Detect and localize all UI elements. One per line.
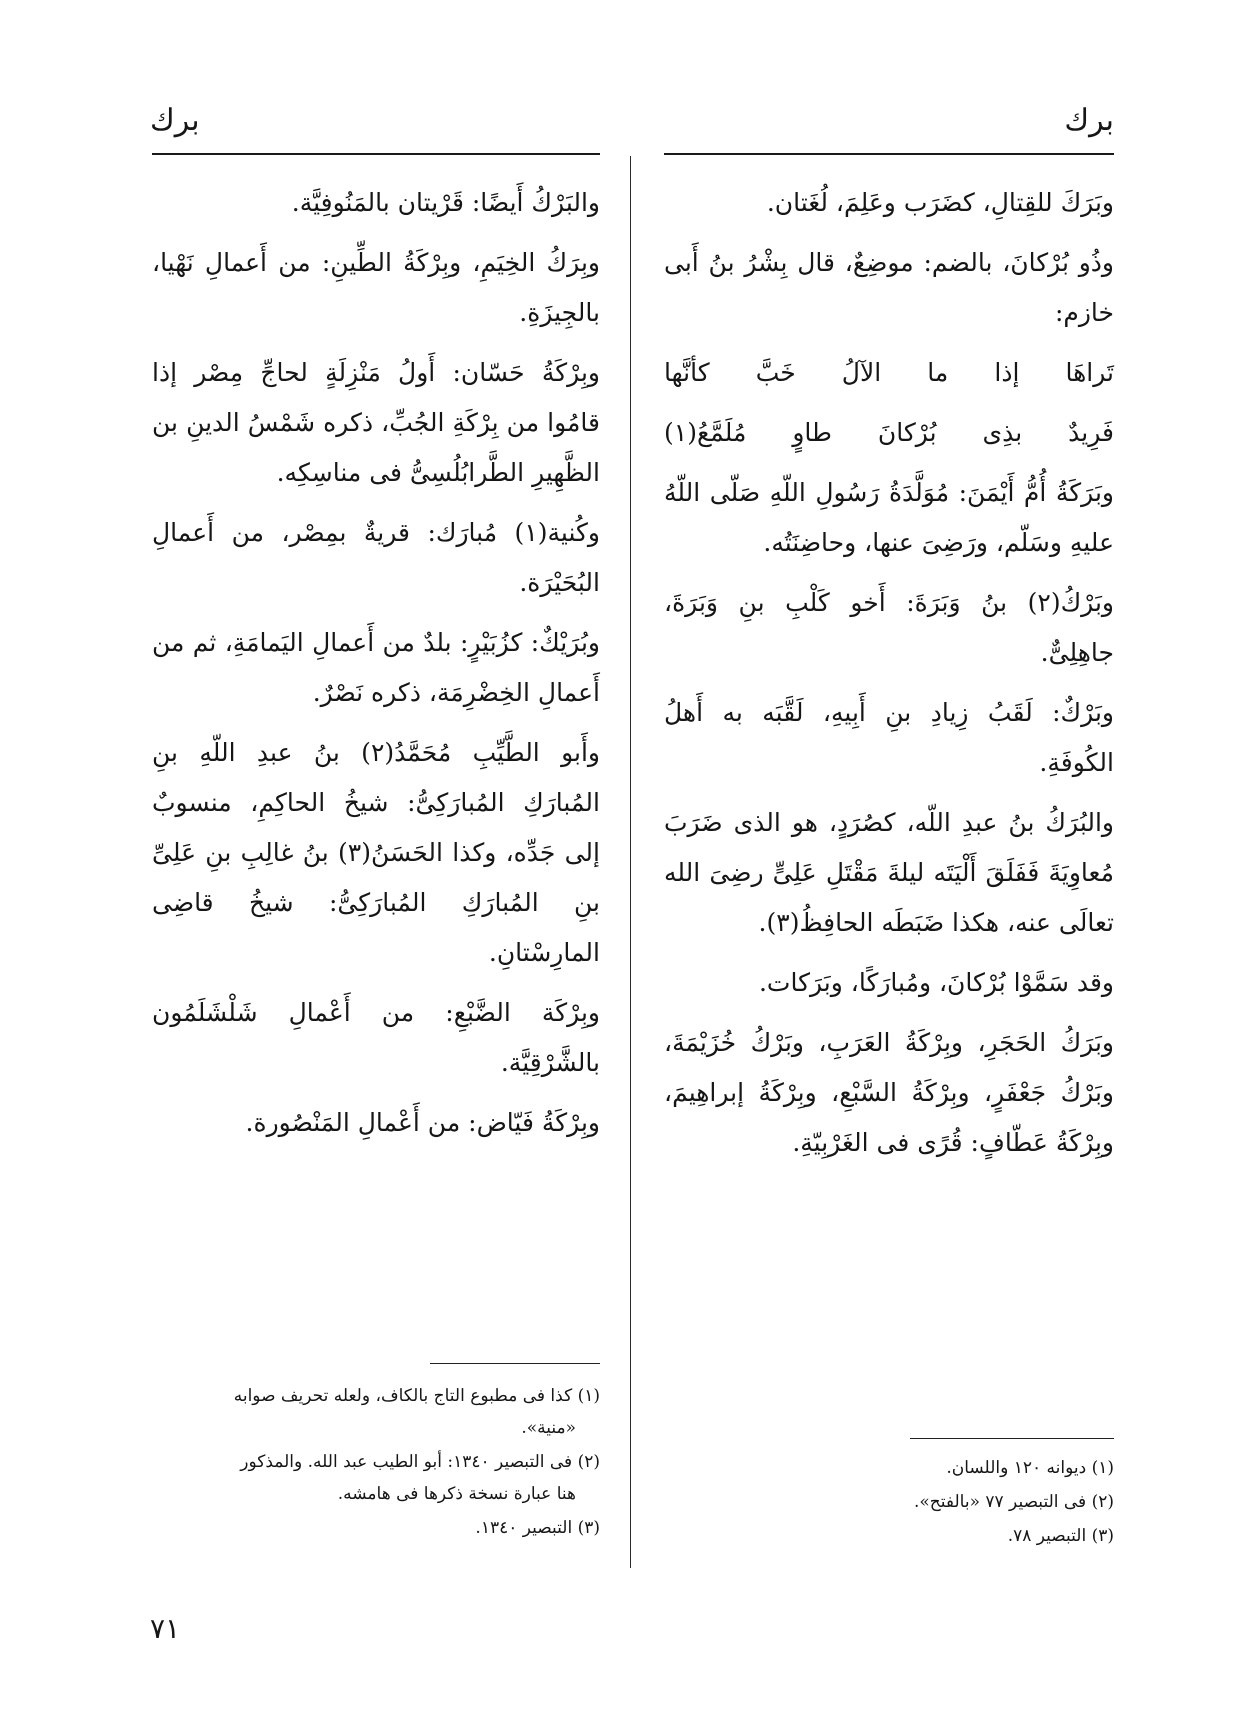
footnote-rule-right <box>910 1438 1114 1439</box>
running-head-right: برك <box>1064 103 1114 138</box>
entry-paragraph: وبِرْكَة الضَّبْعِ: من أَعْمالِ شَلْشَلَمُون بالشَّرْقِيَّة. <box>152 998 600 1077</box>
footnote-rule-left <box>430 1363 600 1364</box>
entry-paragraph: وبَرَكَةُ أُمُّ أَيْمَنَ: مُوَلَّدَةُ رَسُولِ اللّهِ صَلّى اللّهُ عليهِ وسَلّم، ورَضِىَ عنها، وحاضِنَتُه. <box>664 478 1114 557</box>
footnote: (٣) التبصير ٧٨. <box>1007 1526 1114 1546</box>
entry-paragraph: وبُرَيْكٌ: كزُبَيْرٍ: بلدٌ من أَعمالِ اليَمامَةِ، ثم من أَعمالِ الخِضْرِمَة، ذكره نَصْرٌ. <box>152 628 600 707</box>
footnotes-left <box>152 1380 600 1546</box>
footnote-continuation: هنا عبارة نسخة ذكرها فى هامشه. <box>337 1484 576 1504</box>
footnote <box>152 1446 600 1510</box>
footnote: (١) ديوانه ١٢٠ واللسان. <box>946 1458 1114 1478</box>
verse-line: فَرِيدٌ بذِى بُرْكانَ طاوٍ مُلَمَّعُ(١) <box>664 418 1114 447</box>
right-column <box>664 178 1114 1178</box>
entry-paragraph: والبَرْكُ أَيضًا: قَرْيتان بالمَنُوفِيَّة. <box>291 188 600 217</box>
footnote <box>152 1512 600 1544</box>
entry-paragraph: وقد سَمَّوْا بُرْكانَ، ومُبارَكًا، وبَرَكات. <box>758 968 1114 997</box>
entry-paragraph: وبَرْكٌ: لَقَبُ زِيادِ بنِ أَبِيهِ، لَقَّبَه به أَهلُ الكُوفَةِ. <box>664 698 1114 777</box>
entry-paragraph: وبَرْكُ(٢) بنُ وَبَرَةَ: أَخو كَلْبِ بنِ وَبَرَةَ، جاهِلِىٌّ. <box>664 588 1114 667</box>
column-separator <box>630 156 631 1568</box>
page-number: ٧١ <box>150 1612 181 1645</box>
entry-paragraph: وبَرَكُ الحَجَرِ، وبِرْكَةُ العَرَبِ، وبَرْكُ خُزَيْمَةَ، وبَرْكُ جَعْفَرٍ، وبِرْكَةُ السَّبْعِ، وبِرْكَةُ إبراهِيمَ، وبِرْكَةُ عَطّافٍ: قُرًى فى الغَرْبِيّةِ. <box>664 1028 1114 1157</box>
entry-paragraph: وبِرْكَةُ حَسّان: أَولُ مَنْزِلَةٍ لحاجِّ مِصْر إذا قامُوا من بِرْكَةِ الجُبِّ، ذكره شَمْسُ الدينِ بن الظَّهِيرِ الطَّرابُلُسِىُّ فى مناسِكِه. <box>152 358 600 487</box>
verse-line: تَراهَا إذا ما الآلُ خَبَّ كأنَّها <box>664 358 1114 387</box>
footnote-text: (٢) فى التبصير ١٣٤٠: أبو الطيب عبد الله. والمذكور <box>240 1452 600 1472</box>
left-column <box>152 178 600 1158</box>
footnote: (٢) فى التبصير ٧٧ «بالفتح». <box>913 1492 1114 1512</box>
footnote-text: (٣) التبصير ١٣٤٠. <box>475 1518 600 1538</box>
header-rule-left <box>152 153 600 155</box>
entry-paragraph: وذُو بُرْكانَ، بالضم: موضِعٌ، قال بِشْرُ بنُ أَبى خازم: <box>664 248 1114 327</box>
header-rule-right <box>664 153 1114 155</box>
entry-paragraph: والبُرَكُ بنُ عبدِ اللّه، كصُرَدٍ، هو الذى ضَرَبَ مُعاوِيَةَ فَفَلَقَ أَلْيَتَه ليلةَ مَقْتَلِ عَلِىٍّ رضِىَ الله تعالَى عنه، هكذا ضَبَطَه الحافِظُ(٣). <box>664 808 1114 937</box>
entry-paragraph: وبِرْكَةُ فَيّاض: من أَعْمالِ المَنْصُورة. <box>245 1108 600 1137</box>
footnote-text: (١) كذا فى مطبوع التاج بالكاف، ولعله تحريف صوابه <box>233 1386 600 1406</box>
footnote-continuation: «منية». <box>521 1418 576 1438</box>
footnotes-right <box>664 1452 1114 1554</box>
entry-paragraph: وبِرَكُ الخِيَمِ، وبِرْكَةُ الطِّينِ: من أَعمالِ نَهْيا، بالجِيزَةِ. <box>152 248 600 327</box>
running-head-left: برك <box>150 103 200 138</box>
entry-paragraph: وكُنية(١) مُبارَك: قريةٌ بمِصْر، من أَعمالِ البُحَيْرَة. <box>152 518 600 597</box>
entry-paragraph: وأَبو الطَّيِّبِ مُحَمَّدُ(٢) بنُ عبدِ اللّهِ بنِ المُبارَكِ المُبارَكِىُّ: شيخُ الحاكِمِ، منسوبٌ إلى جَدِّه، وكذا الحَسَنُ(٣) بنُ غالِبِ بنِ عَلِىِّ بنِ المُبارَكِ المُبارَكِىُّ: شيخُ قاضِى المارِسْتانِ. <box>152 738 600 967</box>
entry-paragraph: وبَرَكَ للقِتالِ، كضَرَب وعَلِمَ، لُغَتان. <box>766 188 1114 217</box>
footnote <box>152 1380 600 1444</box>
